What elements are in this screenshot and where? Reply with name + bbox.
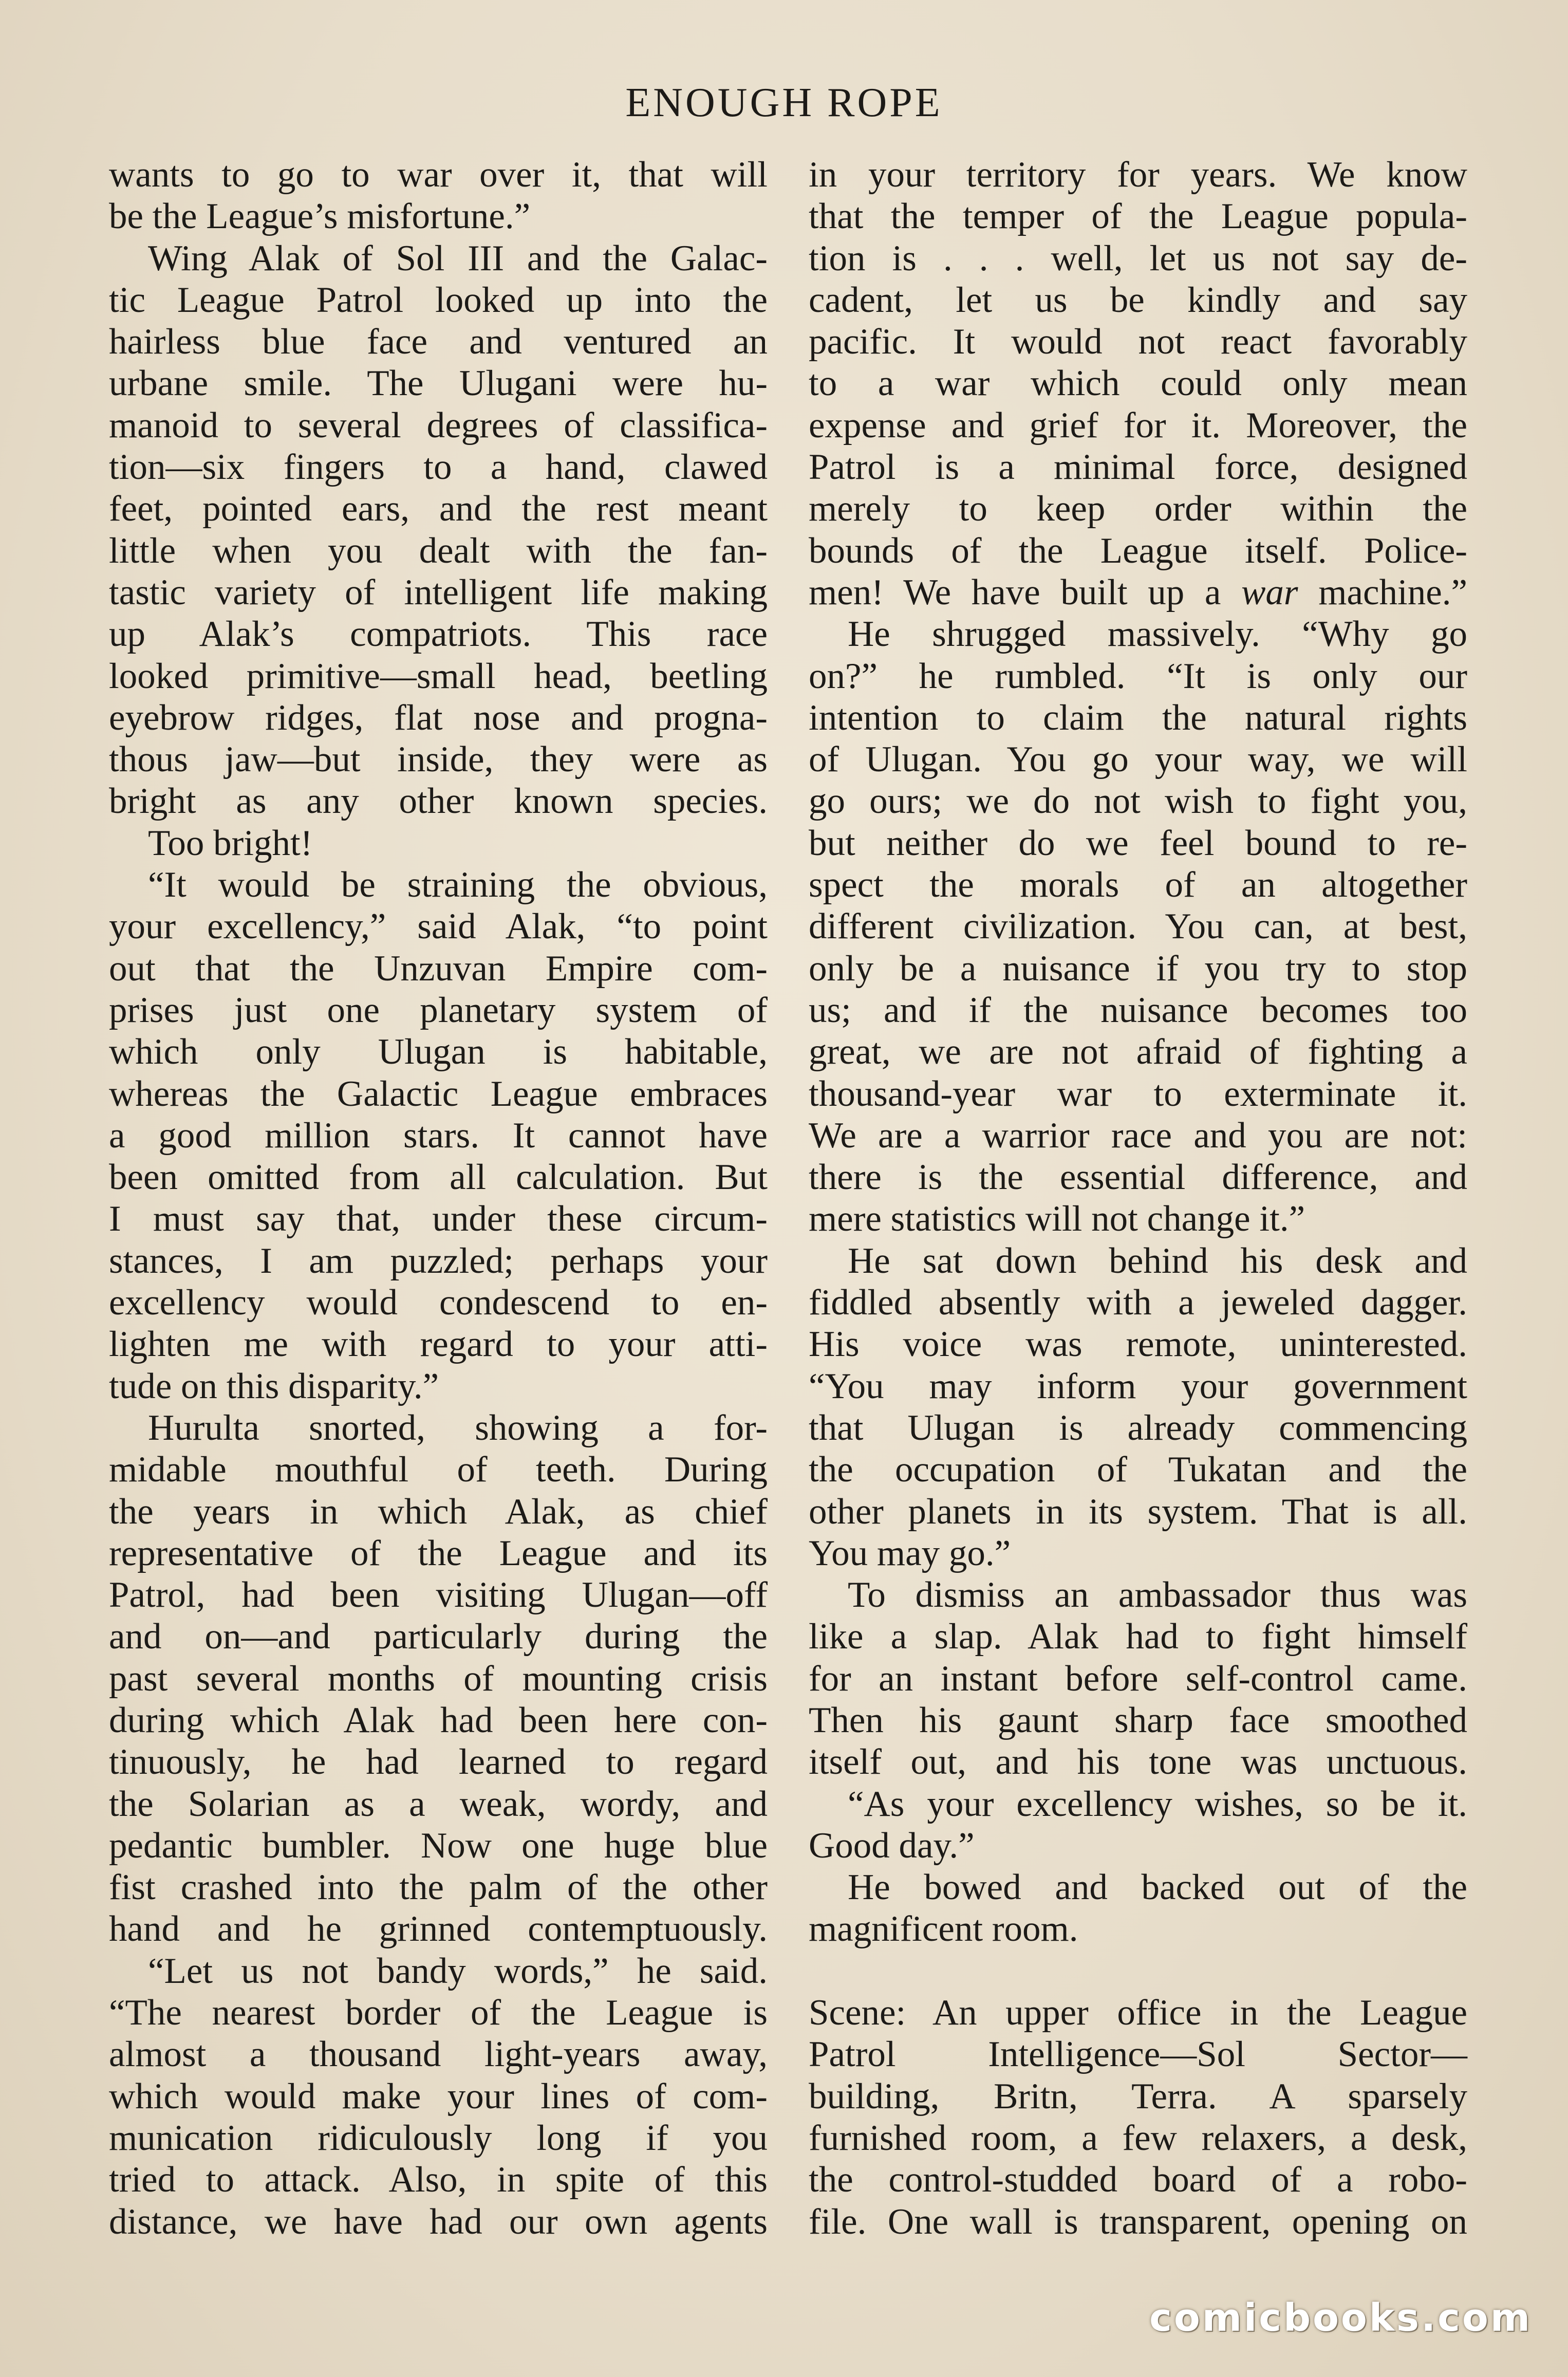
text-line: fist crashed into the palm of the other xyxy=(109,1867,768,1908)
text-line: the occupation of Tukatan and the xyxy=(809,1450,1467,1490)
text-line: only be a nuisance if you try to stop xyxy=(809,948,1467,989)
text-line: munication ridiculously long if you xyxy=(109,2118,768,2158)
text-line: of Ulugan. You go your way, we will xyxy=(809,739,1467,780)
text-line: the years in which Alak, as chief xyxy=(109,1491,768,1532)
text-line: tried to attack. Also, in spite of this xyxy=(109,2160,768,2200)
text-line: tion—six fingers to a hand, clawed xyxy=(109,447,768,488)
text-line: cadent, let us be kindly and say xyxy=(809,280,1467,320)
text-line: fiddled absently with a jeweled dagger. xyxy=(809,1283,1467,1323)
text-line: tic League Patrol looked up into the xyxy=(109,280,768,320)
text-line: little when you dealt with the fan- xyxy=(109,530,768,571)
text-line: excellency would condescend to en- xyxy=(109,1283,768,1323)
text-line: Patrol, had been visiting Ulugan—off xyxy=(109,1575,768,1615)
text-line: up Alak’s compatriots. This race xyxy=(109,614,768,655)
text-line: which would make your lines of com- xyxy=(109,2076,768,2116)
text-line: bright as any other known species. xyxy=(109,781,768,822)
text-line: We are a warrior race and you are not: xyxy=(809,1115,1467,1156)
text-line: “As your excellency wishes, so be it. xyxy=(848,1784,1467,1824)
text-line: He shrugged massively. “Why go xyxy=(848,614,1467,655)
watermark-text: comicbooks.com xyxy=(1149,2296,1532,2340)
text-line: in your territory for years. We know xyxy=(809,155,1467,195)
text-line: there is the essential difference, and xyxy=(809,1157,1467,1198)
text-line: which only Ulugan is habitable, xyxy=(109,1032,768,1072)
text-line: during which Alak had been here con- xyxy=(109,1700,768,1740)
text-line: go ours; we do not wish to fight you, xyxy=(809,781,1467,822)
left-text-column xyxy=(109,154,768,2243)
text-line xyxy=(809,1951,1467,1992)
text-line: thousand-year war to exterminate it. xyxy=(809,1073,1467,1114)
text-line: great, we are not afraid of fighting a xyxy=(809,1032,1467,1072)
text-line: a good million stars. It cannot have xyxy=(109,1115,768,1156)
text-line: Too bright! xyxy=(148,823,313,863)
text-line: different civilization. You can, at best, xyxy=(809,906,1467,947)
text-line: Hurulta snorted, showing a for- xyxy=(148,1407,768,1448)
text-line: be the League’s misfortune.” xyxy=(109,196,531,237)
text-line: “The nearest border of the League is xyxy=(109,1993,768,2033)
text-line: furnished room, a few relaxers, a desk, xyxy=(809,2118,1467,2158)
text-line: mere statistics will not change it.” xyxy=(809,1199,1305,1239)
text-line: and on—and particularly during the xyxy=(109,1617,768,1657)
running-head: ENOUGH ROPE xyxy=(625,80,943,125)
text-line: “Let us not bandy words,” he said. xyxy=(148,1951,768,1991)
text-line: Patrol is a minimal force, designed xyxy=(809,447,1467,488)
text-line: pacific. It would not react favorably xyxy=(809,322,1467,362)
text-line: I must say that, under these circum- xyxy=(109,1199,768,1239)
text-line: almost a thousand light-years away, xyxy=(109,2034,768,2075)
text-line: manoid to several degrees of classifica- xyxy=(109,405,768,445)
text-line: prises just one planetary system of xyxy=(109,990,768,1030)
text-line: to a war which could only mean xyxy=(809,363,1467,404)
text-line: distance, we have had our own agents xyxy=(109,2201,768,2242)
text-line: expense and grief for it. Moreover, the xyxy=(809,405,1467,445)
text-line: tude on this disparity.” xyxy=(109,1366,439,1406)
text-line: To dismiss an ambassador thus was xyxy=(848,1575,1467,1615)
text-line: for an instant before self-control came. xyxy=(809,1658,1467,1699)
text-line: wants to go to war over it, that will xyxy=(109,155,768,195)
text-line: tinuously, he had learned to regard xyxy=(109,1742,768,1782)
text-line: magnificent room. xyxy=(809,1909,1078,1949)
text-line: spect the morals of an altogether xyxy=(809,865,1467,905)
text-line: He sat down behind his desk and xyxy=(848,1240,1467,1281)
text-line: whereas the Galactic League embraces xyxy=(109,1073,768,1114)
text-line: hand and he grinned contemptuously. xyxy=(109,1909,768,1949)
text-line: on?” he rumbled. “It is only our xyxy=(809,656,1467,696)
text-line: merely to keep order within the xyxy=(809,489,1467,529)
text-line: His voice was remote, uninterested. xyxy=(809,1324,1467,1365)
text-line: your excellency,” said Alak, “to point xyxy=(109,906,768,947)
text-line: midable mouthful of teeth. During xyxy=(109,1450,768,1490)
text-line: other planets in its system. That is all. xyxy=(809,1491,1467,1532)
text-line: eyebrow ridges, flat nose and progna- xyxy=(109,697,768,738)
text-line: tastic variety of intelligent life making xyxy=(109,572,768,612)
text-line: like a slap. Alak had to fight himself xyxy=(809,1617,1467,1657)
text-line: the Solarian as a weak, wordy, and xyxy=(109,1784,768,1824)
text-line: feet, pointed ears, and the rest meant xyxy=(109,489,768,529)
text-line: hairless blue face and ventured an xyxy=(109,322,768,362)
text-line: but neither do we feel bound to re- xyxy=(809,823,1467,863)
text-line: men! We have built up a war machine.” xyxy=(809,572,1467,612)
text-line: pedantic bumbler. Now one huge blue xyxy=(109,1825,768,1866)
text-line: Wing Alak of Sol III and the Galac- xyxy=(148,238,768,278)
text-line: bounds of the League itself. Police- xyxy=(809,530,1467,571)
text-line: “You may inform your government xyxy=(809,1366,1467,1406)
text-line: representative of the League and its xyxy=(109,1533,768,1573)
text-line: Good day.” xyxy=(809,1825,975,1866)
text-line: stances, I am puzzled; perhaps your xyxy=(109,1240,768,1281)
text-line: lighten me with regard to your atti- xyxy=(109,1324,768,1365)
text-line: file. One wall is transparent, opening on xyxy=(809,2201,1467,2242)
right-text-column xyxy=(809,154,1467,2243)
text-line: us; and if the nuisance becomes too xyxy=(809,990,1467,1030)
text-line: Patrol Intelligence—Sol Sector— xyxy=(809,2034,1467,2075)
text-line: itself out, and his tone was unctuous. xyxy=(809,1742,1467,1782)
text-line: Scene: An upper office in the League xyxy=(809,1993,1467,2033)
text-line: “It would be straining the obvious, xyxy=(148,865,768,905)
text-line: past several months of mounting crisis xyxy=(109,1658,768,1699)
text-line: looked primitive—small head, beetling xyxy=(109,656,768,696)
text-line: out that the Unzuvan Empire com- xyxy=(109,948,768,989)
text-line: the control-studded board of a robo- xyxy=(809,2160,1467,2200)
text-line: urbane smile. The Ulugani were hu- xyxy=(109,363,768,404)
text-line: intention to claim the natural rights xyxy=(809,697,1467,738)
text-line: thous jaw—but inside, they were as xyxy=(109,739,768,780)
text-line: You may go.” xyxy=(809,1533,1011,1573)
text-line: He bowed and backed out of the xyxy=(848,1867,1467,1908)
text-line: that Ulugan is already commencing xyxy=(809,1407,1467,1448)
text-line: Then his gaunt sharp face smoothed xyxy=(809,1700,1467,1740)
text-line: been omitted from all calculation. But xyxy=(109,1157,768,1198)
text-line: building, Britn, Terra. A sparsely xyxy=(809,2076,1467,2116)
text-line: tion is . . . well, let us not say de- xyxy=(809,238,1467,278)
text-line: that the temper of the League popula- xyxy=(809,196,1467,237)
